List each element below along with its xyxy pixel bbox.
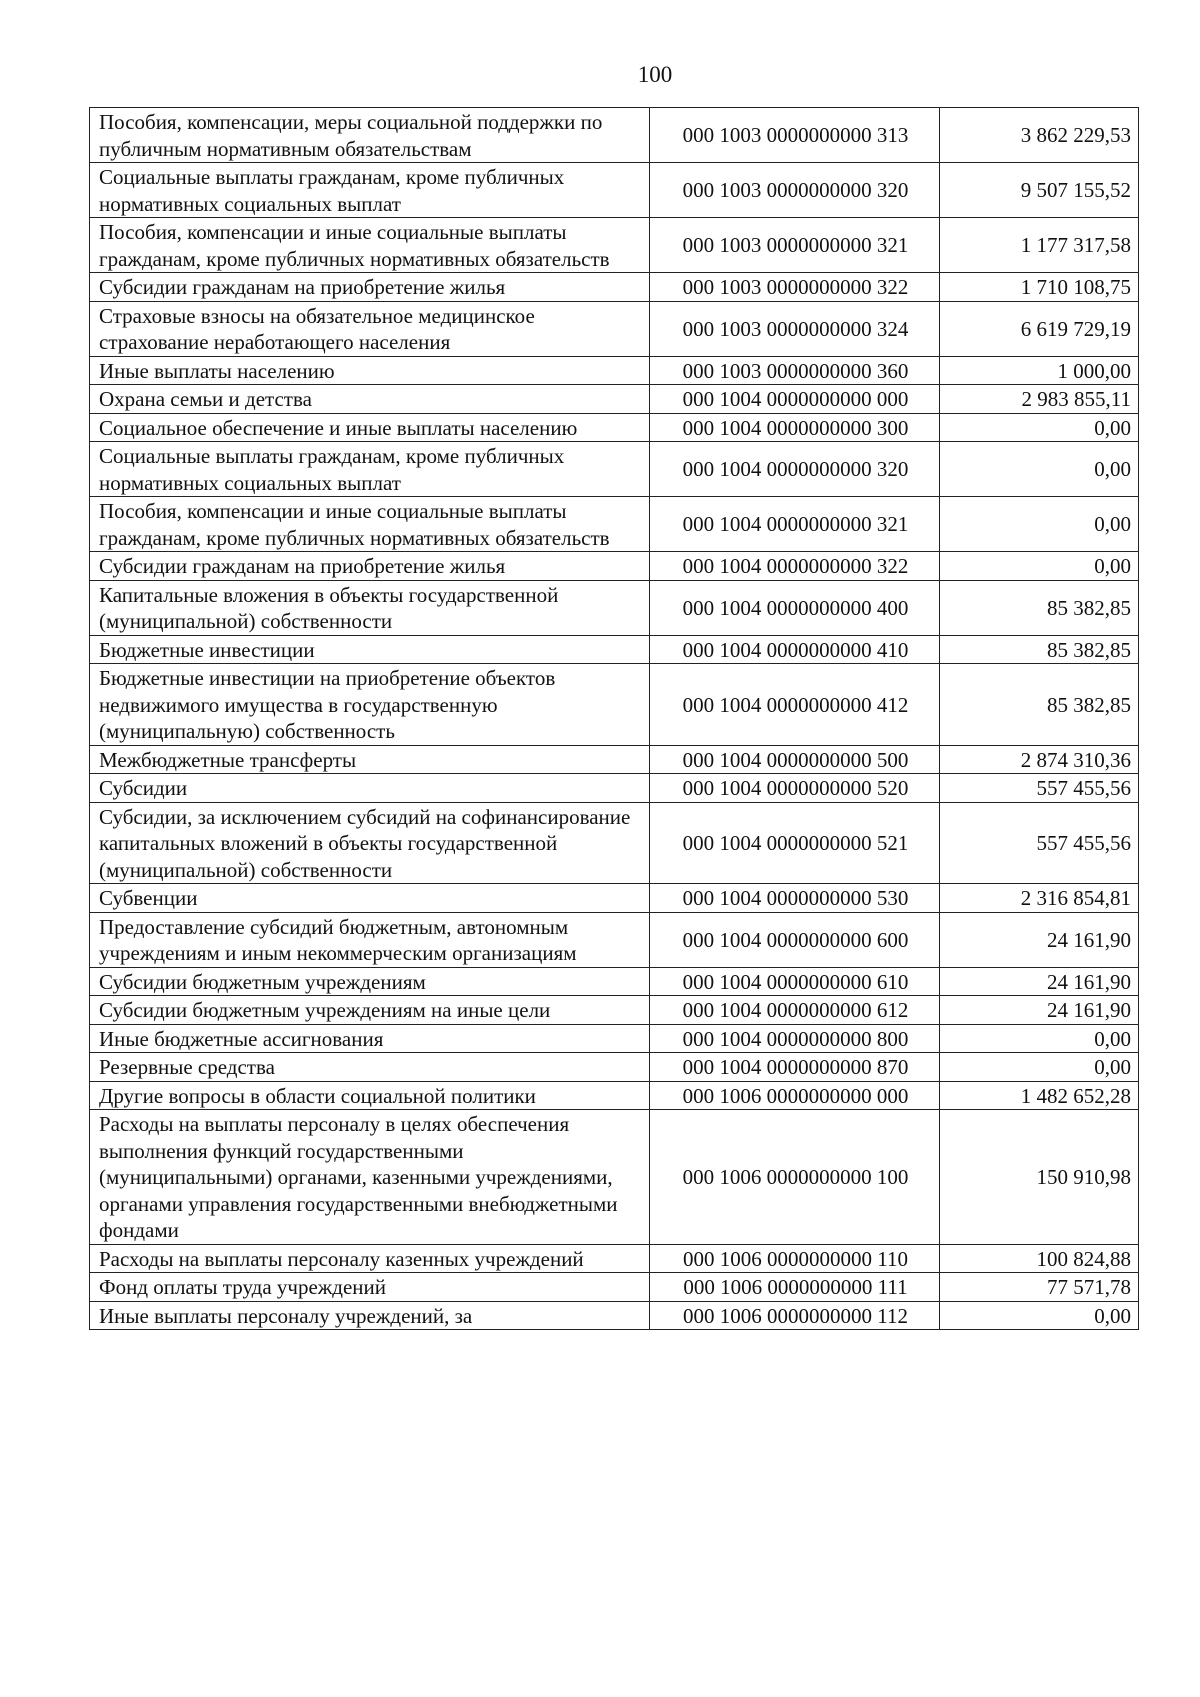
table-row	[90, 497, 1139, 552]
table-row	[90, 1053, 1139, 1082]
row-amount-cell: 3 862 229,53	[940, 108, 1139, 163]
row-name-cell: Иные выплаты персоналу учреждений, за	[90, 1301, 650, 1330]
row-amount-cell: 0,00	[940, 1053, 1139, 1082]
row-name-cell: Страховые взносы на обязательное медицинское страхование неработающего населения	[90, 301, 650, 356]
row-code-cell: 000 1006 0000000000 112	[650, 1301, 940, 1330]
table-row	[90, 356, 1139, 385]
row-name-cell: Субвенции	[90, 884, 650, 913]
row-code-cell: 000 1004 0000000000 870	[650, 1053, 940, 1082]
row-amount-cell: 557 455,56	[940, 802, 1139, 884]
table-row	[90, 664, 1139, 746]
row-amount-cell: 2 874 310,36	[940, 745, 1139, 774]
table-row	[90, 1110, 1139, 1245]
row-name-cell: Социальные выплаты гражданам, кроме публичных нормативных социальных выплат	[90, 442, 650, 497]
table-row	[90, 635, 1139, 664]
row-name-cell: Социальные выплаты гражданам, кроме публичных нормативных социальных выплат	[90, 163, 650, 218]
table-row	[90, 996, 1139, 1025]
row-code-cell: 000 1006 0000000000 110	[650, 1244, 940, 1273]
row-amount-cell: 0,00	[940, 1301, 1139, 1330]
row-amount-cell: 24 161,90	[940, 912, 1139, 967]
row-amount-cell: 100 824,88	[940, 1244, 1139, 1273]
row-code-cell: 000 1003 0000000000 320	[650, 163, 940, 218]
row-code-cell: 000 1003 0000000000 322	[650, 273, 940, 302]
row-amount-cell: 9 507 155,52	[940, 163, 1139, 218]
table-row	[90, 1081, 1139, 1110]
row-amount-cell: 0,00	[940, 497, 1139, 552]
table-row	[90, 273, 1139, 302]
page-number: 100	[637, 62, 673, 87]
row-name-cell: Субсидии	[90, 774, 650, 803]
row-code-cell: 000 1004 0000000000 530	[650, 884, 940, 913]
row-amount-cell: 0,00	[940, 552, 1139, 581]
row-name-cell: Межбюджетные трансферты	[90, 745, 650, 774]
row-code-cell: 000 1004 0000000000 610	[650, 967, 940, 996]
row-code-cell: 000 1004 0000000000 400	[650, 580, 940, 635]
table-row	[90, 442, 1139, 497]
row-amount-cell: 6 619 729,19	[940, 301, 1139, 356]
row-amount-cell: 0,00	[940, 442, 1139, 497]
row-amount-cell: 0,00	[940, 413, 1139, 442]
row-amount-cell: 1 710 108,75	[940, 273, 1139, 302]
row-name-cell: Пособия, компенсации и иные социальные выплаты гражданам, кроме публичных нормативных обязательств	[90, 218, 650, 273]
table-row	[90, 163, 1139, 218]
row-name-cell: Другие вопросы в области социальной политики	[90, 1081, 650, 1110]
row-code-cell: 000 1004 0000000000 000	[650, 385, 940, 414]
table-row	[90, 1301, 1139, 1330]
row-amount-cell: 1 177 317,58	[940, 218, 1139, 273]
row-amount-cell: 85 382,85	[940, 635, 1139, 664]
row-amount-cell: 2 316 854,81	[940, 884, 1139, 913]
row-amount-cell: 24 161,90	[940, 996, 1139, 1025]
row-code-cell: 000 1004 0000000000 300	[650, 413, 940, 442]
table-row	[90, 580, 1139, 635]
table-row	[90, 413, 1139, 442]
row-code-cell: 000 1004 0000000000 410	[650, 635, 940, 664]
row-name-cell: Иные бюджетные ассигнования	[90, 1024, 650, 1053]
row-code-cell: 000 1004 0000000000 612	[650, 996, 940, 1025]
row-code-cell: 000 1004 0000000000 412	[650, 664, 940, 746]
row-name-cell: Пособия, компенсации и иные социальные выплаты гражданам, кроме публичных нормативных обязательств	[90, 497, 650, 552]
table-row	[90, 1273, 1139, 1302]
table-row	[90, 967, 1139, 996]
row-code-cell: 000 1004 0000000000 500	[650, 745, 940, 774]
row-name-cell: Субсидии гражданам на приобретение жилья	[90, 273, 650, 302]
table-row	[90, 802, 1139, 884]
row-code-cell: 000 1003 0000000000 321	[650, 218, 940, 273]
row-name-cell: Субсидии, за исключением субсидий на софинансирование капитальных вложений в объекты государственной (муниципальной) собственности	[90, 802, 650, 884]
row-code-cell: 000 1004 0000000000 321	[650, 497, 940, 552]
row-code-cell: 000 1004 0000000000 322	[650, 552, 940, 581]
row-amount-cell: 0,00	[940, 1024, 1139, 1053]
row-amount-cell: 2 983 855,11	[940, 385, 1139, 414]
table-row	[90, 745, 1139, 774]
row-name-cell: Субсидии бюджетным учреждениям	[90, 967, 650, 996]
row-code-cell: 000 1004 0000000000 320	[650, 442, 940, 497]
row-name-cell: Бюджетные инвестиции	[90, 635, 650, 664]
row-amount-cell: 557 455,56	[940, 774, 1139, 803]
table-row	[90, 218, 1139, 273]
row-code-cell: 000 1004 0000000000 600	[650, 912, 940, 967]
row-name-cell: Субсидии бюджетным учреждениям на иные цели	[90, 996, 650, 1025]
table-row	[90, 108, 1139, 163]
row-name-cell: Фонд оплаты труда учреждений	[90, 1273, 650, 1302]
row-name-cell: Предоставление субсидий бюджетным, автономным учреждениям и иным некоммерческим организациям	[90, 912, 650, 967]
row-name-cell: Резервные средства	[90, 1053, 650, 1082]
row-amount-cell: 85 382,85	[940, 664, 1139, 746]
row-amount-cell: 24 161,90	[940, 967, 1139, 996]
row-name-cell: Охрана семьи и детства	[90, 385, 650, 414]
row-name-cell: Расходы на выплаты персоналу казенных учреждений	[90, 1244, 650, 1273]
table-row	[90, 912, 1139, 967]
row-name-cell: Субсидии гражданам на приобретение жилья	[90, 552, 650, 581]
row-code-cell: 000 1006 0000000000 100	[650, 1110, 940, 1245]
row-code-cell: 000 1003 0000000000 324	[650, 301, 940, 356]
budget-table	[89, 107, 1139, 1330]
row-amount-cell: 1 482 652,28	[940, 1081, 1139, 1110]
table-row	[90, 774, 1139, 803]
row-code-cell: 000 1004 0000000000 521	[650, 802, 940, 884]
row-amount-cell: 77 571,78	[940, 1273, 1139, 1302]
table-row	[90, 884, 1139, 913]
row-name-cell: Бюджетные инвестиции на приобретение объектов недвижимого имущества в государственную (муниципальную) собственность	[90, 664, 650, 746]
row-name-cell: Расходы на выплаты персоналу в целях обеспечения выполнения функций государственными (муниципальными) органами, казенными учреждениями, органами управления государственными внебюджетными фондами	[90, 1110, 650, 1245]
table-row	[90, 385, 1139, 414]
row-amount-cell: 150 910,98	[940, 1110, 1139, 1245]
row-name-cell: Социальное обеспечение и иные выплаты населению	[90, 413, 650, 442]
row-amount-cell: 85 382,85	[940, 580, 1139, 635]
table-row	[90, 1024, 1139, 1053]
row-name-cell: Капитальные вложения в объекты государственной (муниципальной) собственности	[90, 580, 650, 635]
row-code-cell: 000 1003 0000000000 313	[650, 108, 940, 163]
row-name-cell: Пособия, компенсации, меры социальной поддержки по публичным нормативным обязательствам	[90, 108, 650, 163]
row-code-cell: 000 1003 0000000000 360	[650, 356, 940, 385]
row-name-cell: Иные выплаты населению	[90, 356, 650, 385]
table-row	[90, 1244, 1139, 1273]
row-code-cell: 000 1006 0000000000 111	[650, 1273, 940, 1302]
row-code-cell: 000 1004 0000000000 800	[650, 1024, 940, 1053]
table-row	[90, 552, 1139, 581]
row-code-cell: 000 1004 0000000000 520	[650, 774, 940, 803]
row-code-cell: 000 1006 0000000000 000	[650, 1081, 940, 1110]
table-row	[90, 301, 1139, 356]
row-amount-cell: 1 000,00	[940, 356, 1139, 385]
